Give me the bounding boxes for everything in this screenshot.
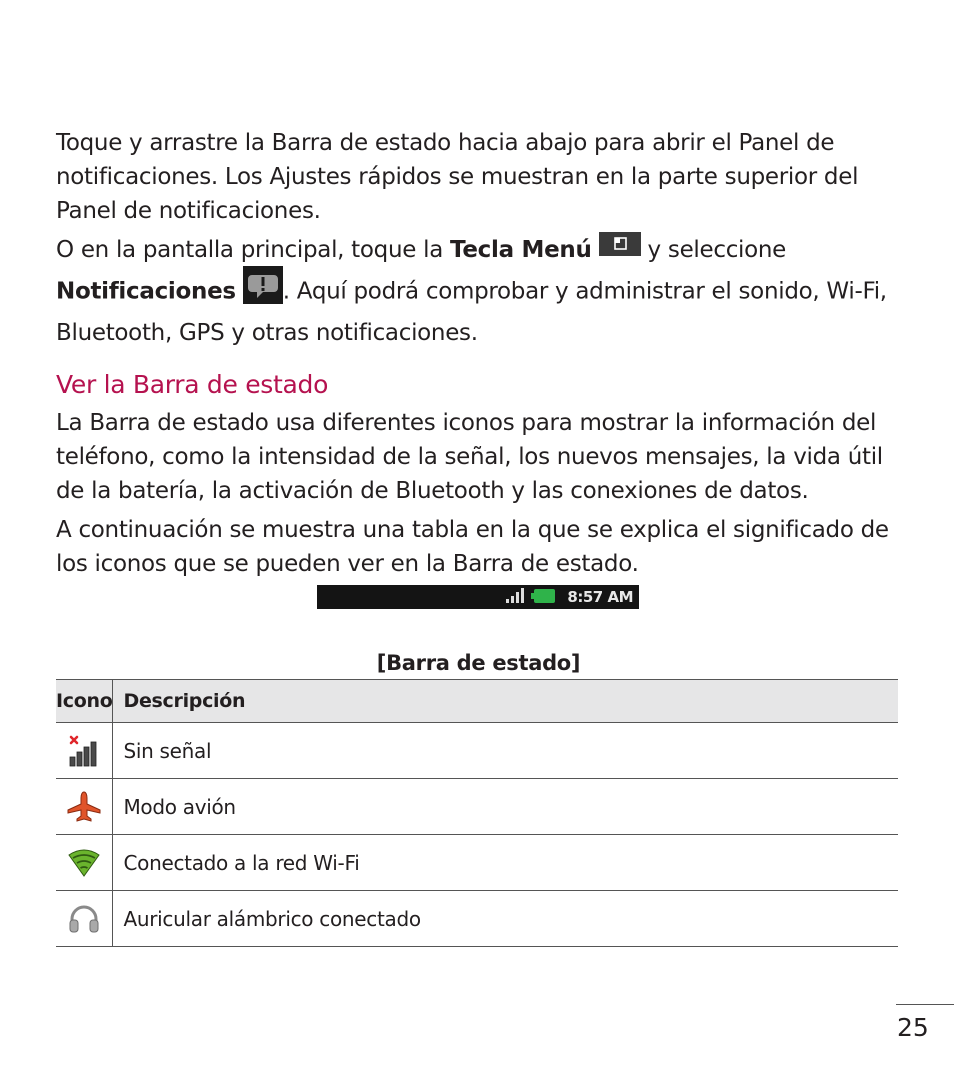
header-description-column: Descripción <box>113 680 898 723</box>
table-row <box>56 835 898 891</box>
page-number: 25 <box>897 1013 929 1042</box>
page-content <box>56 126 901 581</box>
signal-icon <box>505 587 525 607</box>
row-description: Auricular alámbrico conectado <box>113 891 898 947</box>
icon-table <box>56 679 898 947</box>
wifi-icon <box>56 835 113 891</box>
status-bar-time: 8:57 AM <box>567 588 633 606</box>
table-row <box>56 891 898 947</box>
table-row <box>56 723 898 779</box>
intro-paragraph-1: Toque y arrastre la Barra de estado hacia abajo para abrir el Panel de notificaciones. Los Ajustes rápidos se muestran en la parte superior del Panel de notificaciones. <box>56 130 859 224</box>
section-heading: Ver la Barra de estado <box>56 369 329 399</box>
row-description: Conectado a la red Wi-Fi <box>113 835 898 891</box>
intro-text-c: . Aquí podrá comprobar y administrar el sonido, Wi-Fi, Bluetooth, GPS y otras notificaciones. <box>56 278 887 346</box>
menu-key-icon <box>599 232 641 266</box>
section-paragraph-1: La Barra de estado usa diferentes iconos para mostrar la información del teléfono, como la intensidad de la señal, los nuevos mensajes, la vida útil de la batería, la activación de Bluetooth y las conexiones de datos. <box>56 409 883 504</box>
airplane-mode-icon <box>56 779 113 835</box>
table-caption: [Barra de estado] <box>376 651 581 675</box>
battery-icon <box>531 588 555 607</box>
row-description: Sin señal <box>113 723 898 779</box>
table-header-row <box>56 680 898 723</box>
page-number-rule <box>896 1004 954 1005</box>
no-signal-icon <box>56 723 113 779</box>
section-paragraph-2: A continuación se muestra una tabla en la que se explica el significado de los iconos que se pueden ver en la Barra de estado. <box>56 516 889 577</box>
status-bar-example <box>317 585 639 609</box>
header-icon-column: Icono <box>56 680 113 723</box>
notifications-icon <box>243 266 283 314</box>
row-description: Modo avión <box>113 779 898 835</box>
notifications-label: Notificaciones <box>56 278 236 304</box>
headphones-icon <box>56 891 113 947</box>
intro-paragraph-2 <box>56 233 901 350</box>
intro-text-b: y seleccione <box>640 237 787 263</box>
table-row <box>56 779 898 835</box>
intro-text-a: O en la pantalla principal, toque la <box>56 237 451 263</box>
menu-key-label: Tecla Menú <box>450 237 592 263</box>
